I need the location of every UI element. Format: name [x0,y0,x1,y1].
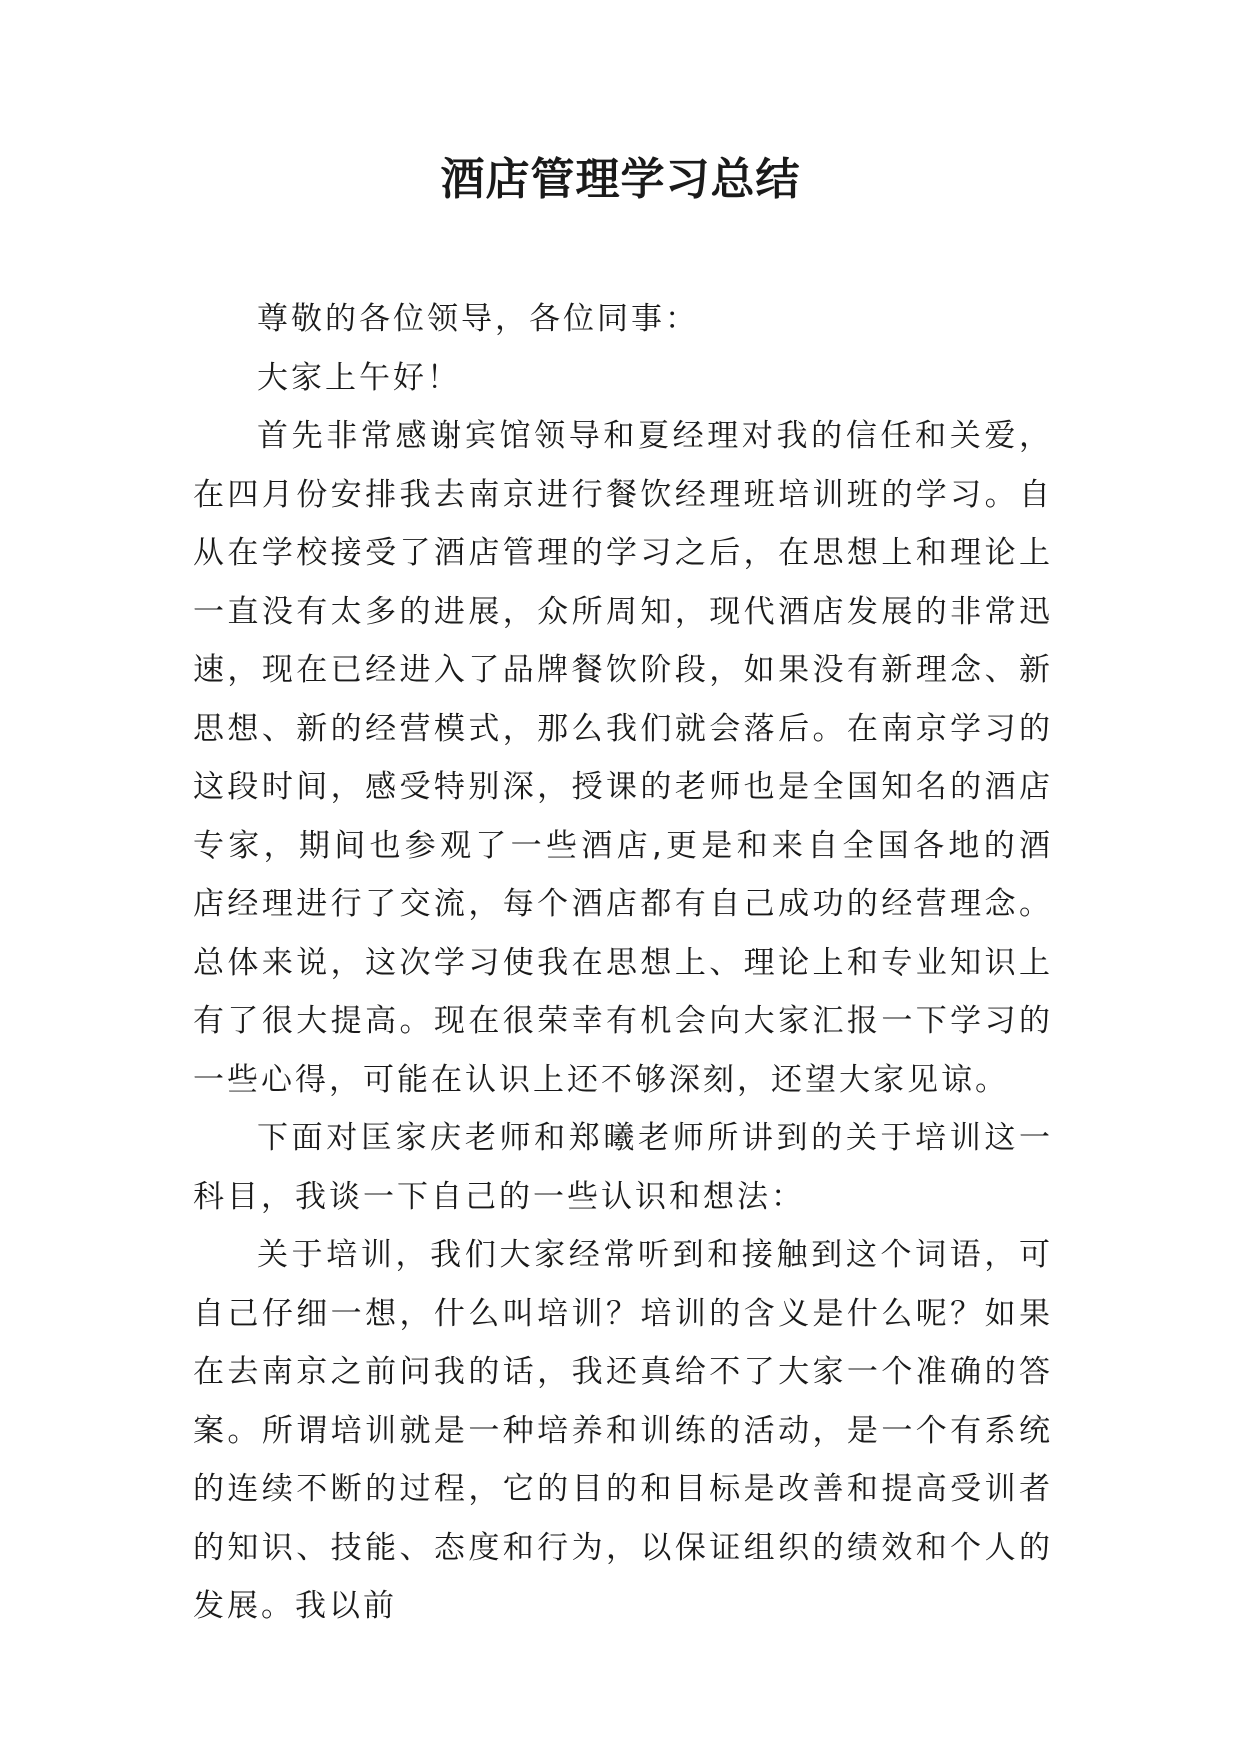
topic-paragraph: 下面对匡家庆老师和郑曦老师所讲到的关于培训这一科目，我谈一下自己的一些认识和想法： [193,1120,1053,1215]
document-title: 酒店管理学习总结 [440,154,801,205]
document-body [193,290,1053,1636]
salutation-paragraph: 大家上午好！ [257,359,461,396]
greeting-paragraph: 尊敬的各位领导，各位同事： [257,301,699,337]
training-paragraph: 关于培训，我们大家经常听到和接触到这个词语，可自己仔细一想，什么叫培训？培训的含义是什么呢？如果在去南京之前问我的话，我还真给不了大家一个准确的答案。所谓培训就是一种培养和训练的活动，是一个有系统的连续不断的过程，它的目的和目标是改善和提高受训者的知识、技能、态度和行为，以保证组织的绩效和个人的发展。我以前 [193,1237,1053,1624]
intro-paragraph: 首先非常感谢宾馆领导和夏经理对我的信任和关爱，在四月份安排我去南京进行餐饮经理班培训班的学习。自从在学校接受了酒店管理的学习之后，在思想上和理论上一直没有太多的进展，众所周知，现代酒店发展的非常迅速，现在已经进入了品牌餐饮阶段，如果没有新理念、新思想、新的经营模式，那么我们就会落后。在南京学习的这段时间，感受特别深，授课的老师也是全国知名的酒店专家，期间也参观了一些酒店,更是和来自全国各地的酒店经理进行了交流，每个酒店都有自己成功的经营理念。总体来说，这次学习使我在思想上、理论上和专业知识上有了很大提高。现在很荣幸有机会向大家汇报一下学习的一些心得，可能在认识上还不够深刻，还望大家见谅。 [193,418,1053,1098]
